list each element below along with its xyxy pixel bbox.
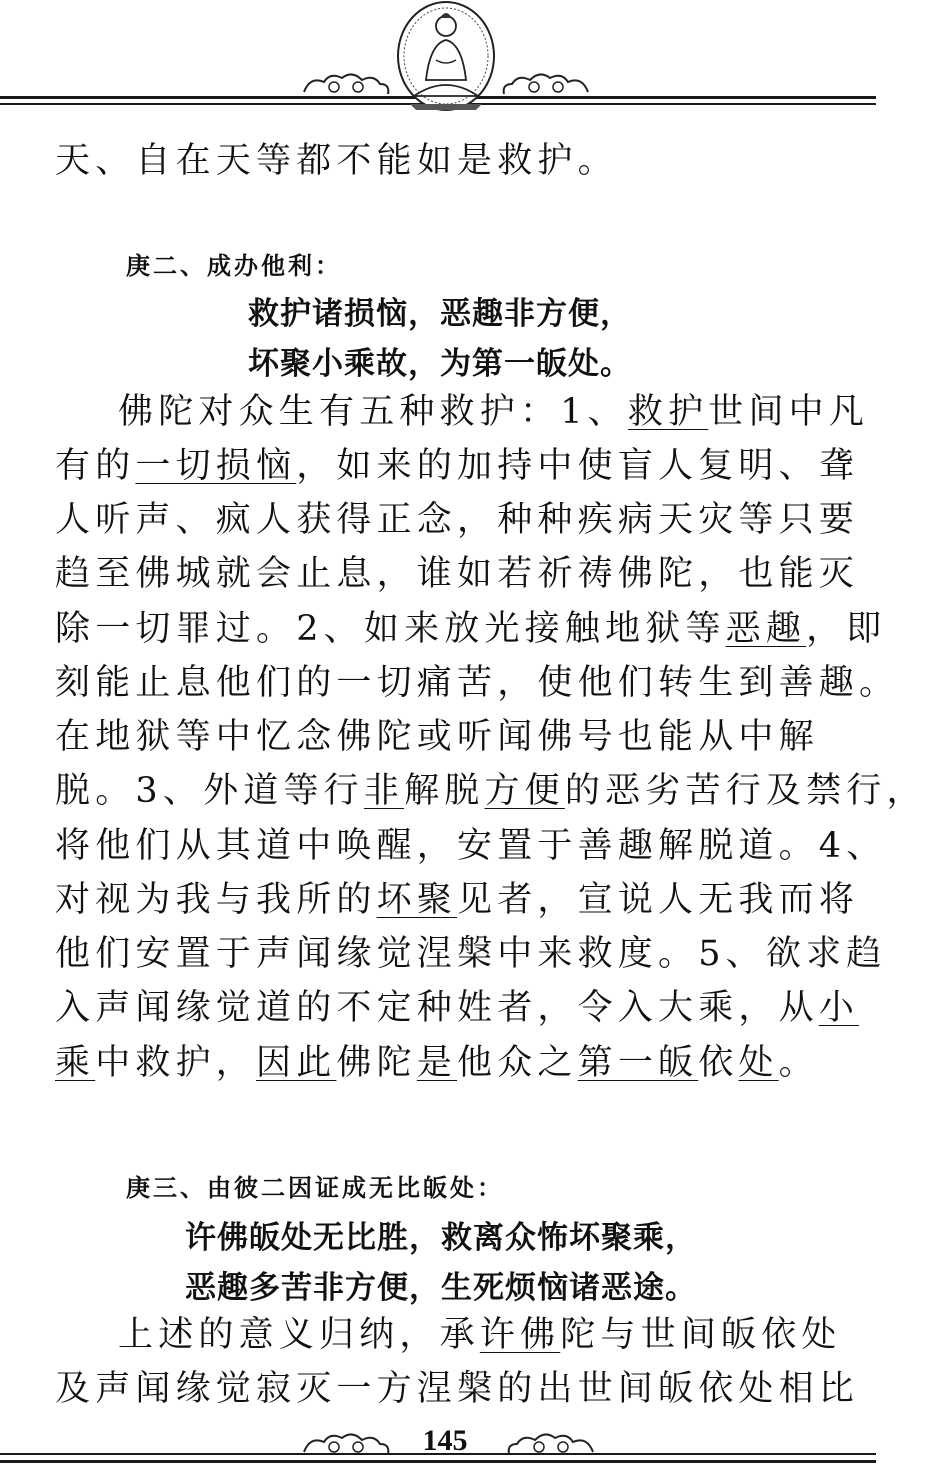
- text-line: 佛陀对众生有五种救护：1、救护世间中凡: [118, 392, 870, 432]
- text-line: 刻能止息他们的一切痛苦，使他们转生到善趣。: [55, 663, 900, 703]
- text-line: 乘中救护，因此佛陀是他众之第一皈依处。: [55, 1043, 819, 1083]
- text-line: 人听声、疯人获得正念，种种疾病天灾等只要: [55, 500, 860, 540]
- text-line: 有的一切损恼，如来的加持中使盲人复明、聋: [55, 446, 860, 486]
- text-line: 对视为我与我所的坏聚见者，宣说人无我而将: [55, 880, 860, 920]
- underlined-term: 是: [416, 1043, 458, 1083]
- underlined-term: 处: [738, 1043, 779, 1083]
- buddha-icon: [396, 0, 496, 112]
- text-line: 脱。3、外道等行非解脱方便的恶劣苦行及禁行，: [55, 771, 927, 811]
- text-line: 在地狱等中忆念佛陀或听闻佛号也能从中解: [55, 717, 819, 757]
- underlined-term: 一切损恼: [135, 446, 297, 486]
- section-heading: 庚三、由彼二因证成无比皈处：: [126, 1174, 504, 1202]
- text-line: 除一切罪过。2、如来放光接触地狱等恶趣，即: [55, 609, 887, 649]
- underlined-term: 恶趣: [725, 609, 807, 649]
- verse-line: 恶趣多苦非方便，生死烦恼诸恶途。: [185, 1270, 697, 1306]
- section-heading: 庚二、成办他利：: [126, 252, 342, 280]
- text-line: 趋至佛城就会止息，谁如若祈祷佛陀，也能灭: [55, 554, 860, 594]
- underlined-term: 第一皈: [577, 1043, 699, 1083]
- underlined-term: 因此: [256, 1043, 337, 1083]
- text-line: 入声闻缘觉道的不定种姓者，令入大乘，从小: [55, 988, 860, 1028]
- underlined-term: 非: [363, 771, 405, 811]
- footer-rule-thick: [0, 1460, 876, 1463]
- verse-line: 许佛皈处无比胜，救离众怖坏聚乘，: [185, 1220, 697, 1256]
- text-line: 天、自在天等都不能如是救护。: [55, 141, 618, 181]
- underlined-term: 乘: [55, 1043, 96, 1083]
- underlined-term: 坏聚: [376, 880, 458, 920]
- underlined-term: 小: [818, 988, 860, 1028]
- text-line: 他们安置于声闻缘觉涅槃中来救度。5、欲求趋: [55, 934, 887, 974]
- verse-line: 救护诸损恼，恶趣非方便，: [248, 296, 632, 332]
- page-number: 145: [422, 1424, 468, 1457]
- verse-line: 坏聚小乘故，为第一皈处。: [248, 346, 632, 382]
- underlined-term: 许佛: [479, 1315, 561, 1355]
- text-line: 上述的意义归纳，承许佛陀与世间皈依处: [118, 1315, 842, 1355]
- cloud-ornament-icon: [500, 70, 592, 98]
- text-line: 及声闻缘觉寂灭一方涅槃的出世间皈依处相比: [55, 1369, 860, 1409]
- underlined-term: 方便: [484, 771, 565, 811]
- cloud-ornament-icon: [300, 70, 392, 98]
- text-line: 将他们从其道中唤醒，安置于善趣解脱道。4、: [55, 826, 887, 866]
- underlined-term: 救护: [627, 392, 709, 432]
